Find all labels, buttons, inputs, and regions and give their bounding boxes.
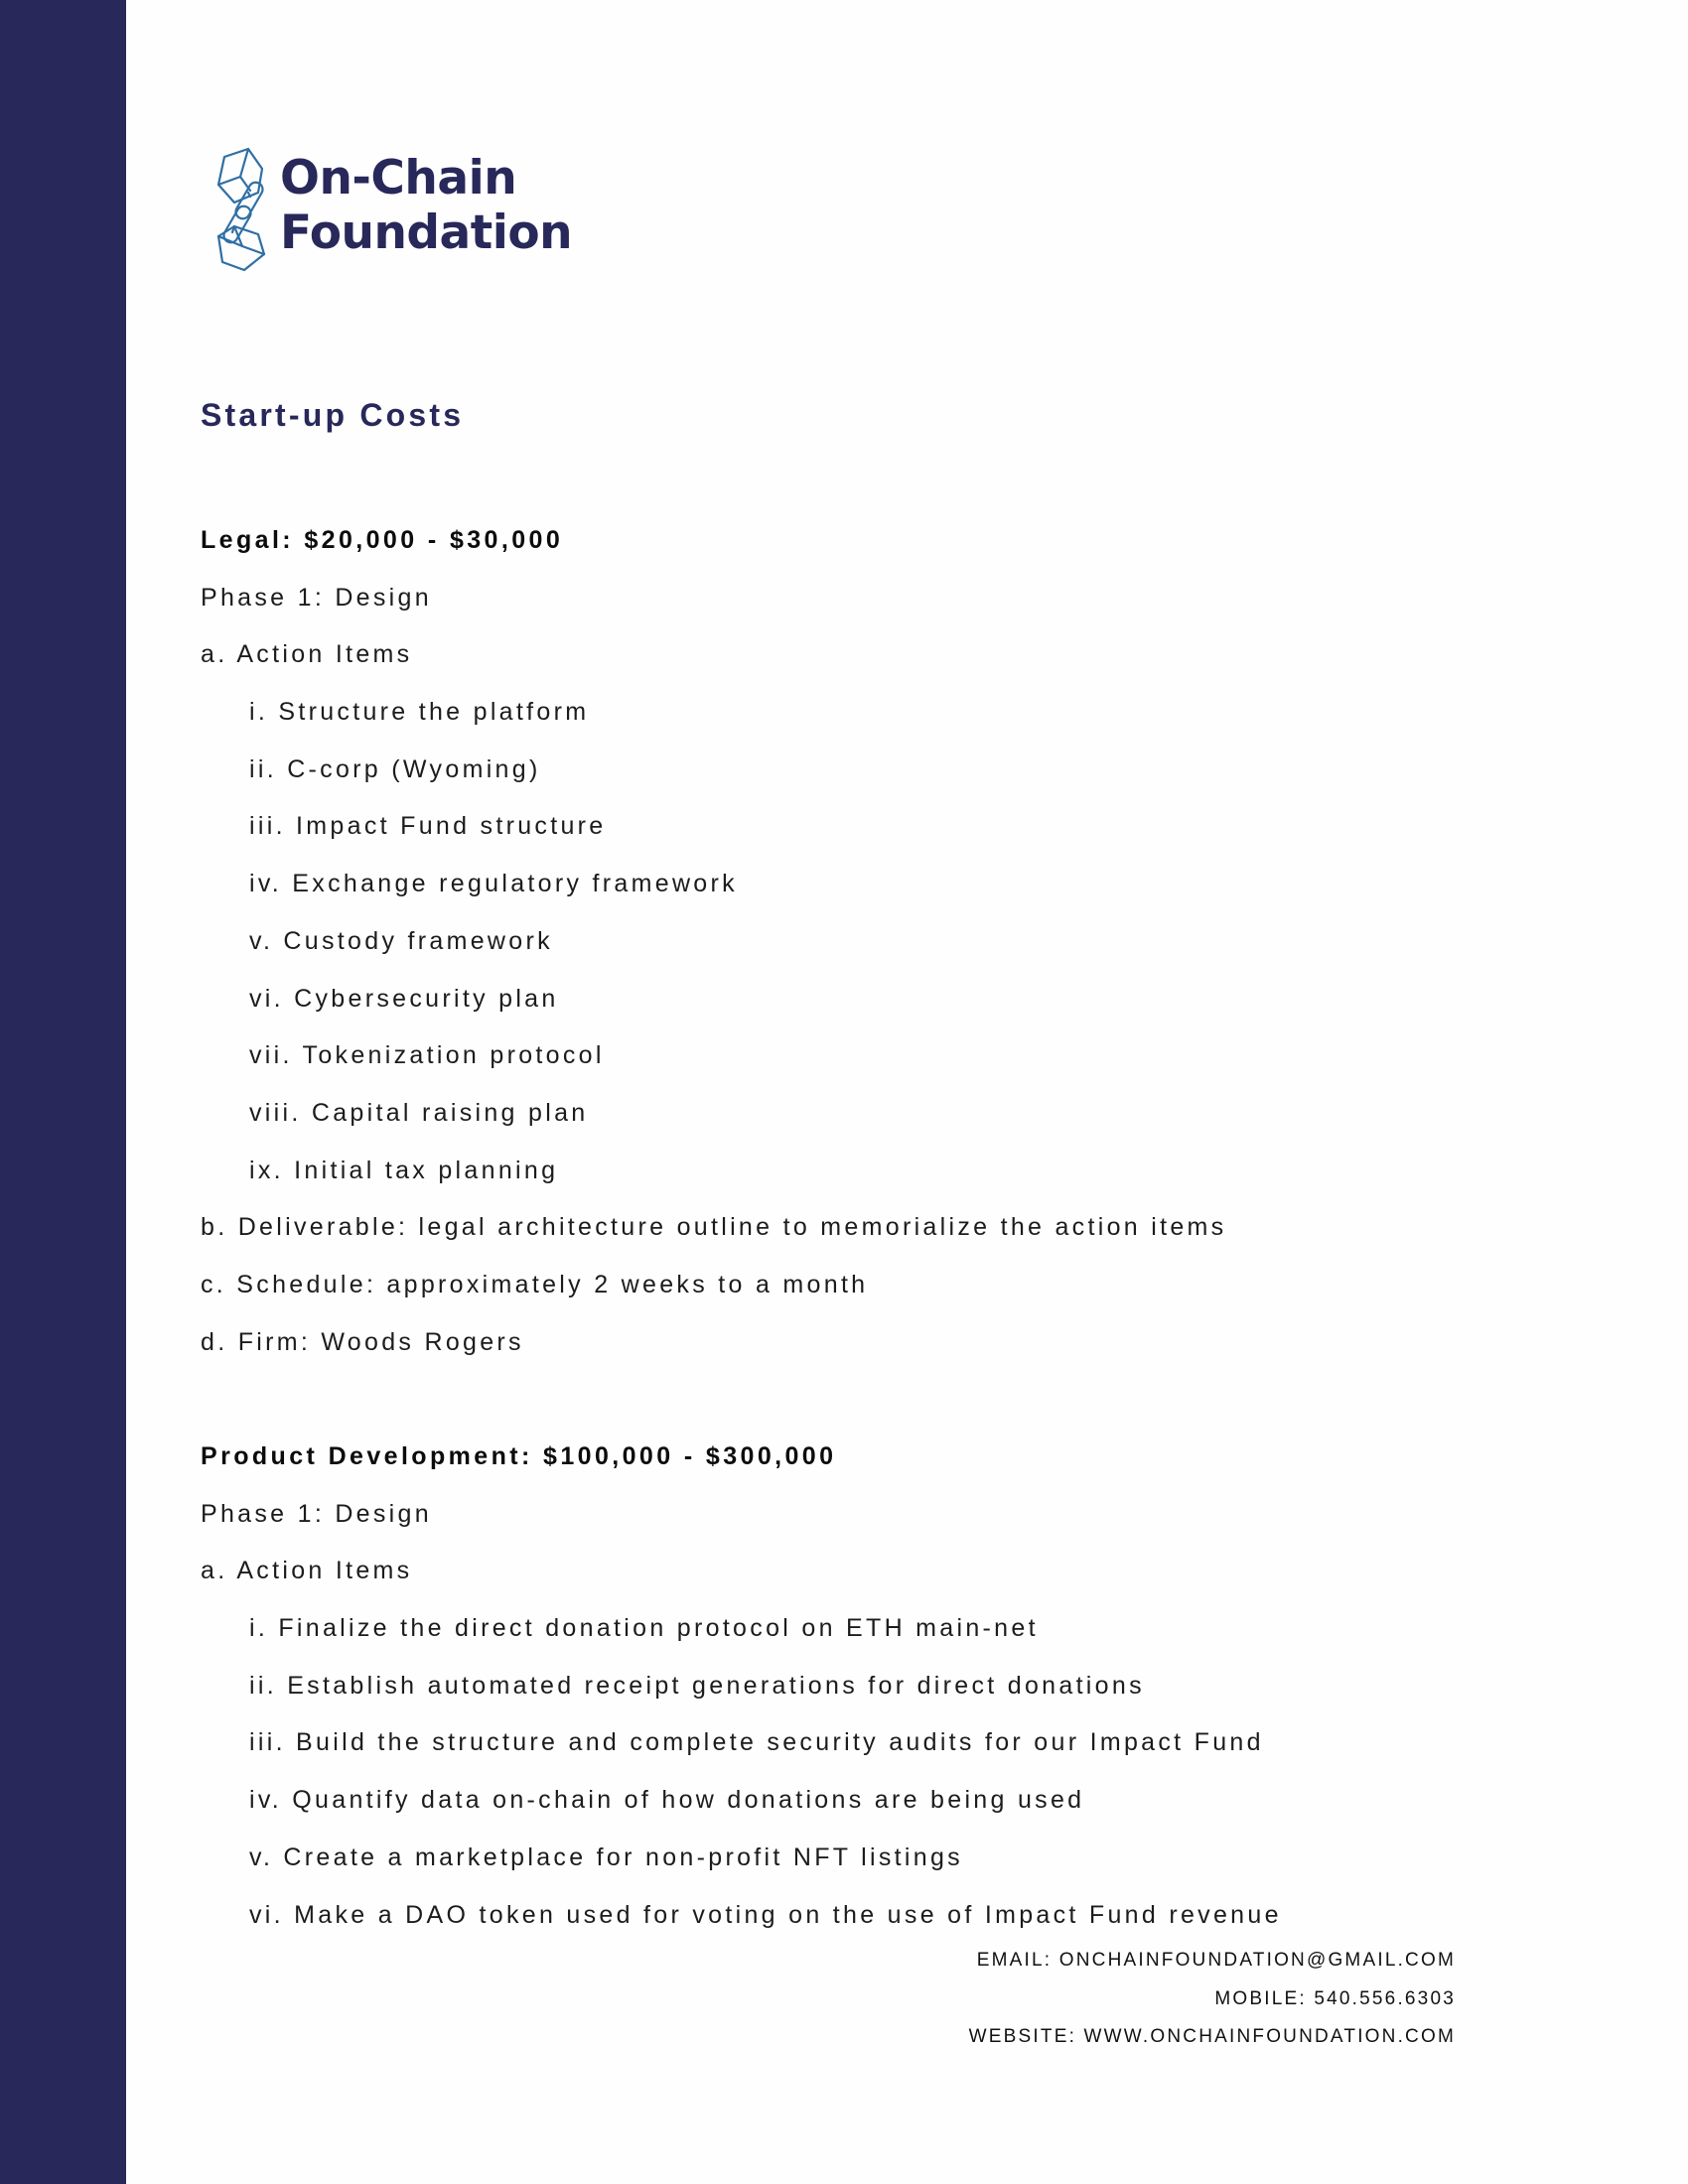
action-item: viii. Capital raising plan (249, 1098, 589, 1127)
contact-email[interactable]: EMAIL: ONCHAINFOUNDATION@GMAIL.COM (976, 1950, 1456, 1971)
legal-section (201, 512, 1541, 1371)
action-items-label: a. Action Items (201, 1557, 413, 1585)
schedule-line: c. Schedule: approximately 2 weeks to a month (201, 1270, 869, 1298)
action-item: vi. Make a DAO token used for voting on the use of Impact Fund revenue (249, 1900, 1282, 1929)
action-item: ii. Establish automated receipt generations for direct donations (249, 1671, 1145, 1700)
action-item: vi. Cybersecurity plan (249, 984, 559, 1013)
logo (214, 147, 572, 272)
sidebar-band (0, 0, 126, 2184)
action-item: iv. Exchange regulatory framework (249, 870, 738, 898)
contact-info (969, 1942, 1456, 2057)
section-heading: Legal: $20,000 - $30,000 (201, 526, 564, 554)
action-item: i. Finalize the direct donation protocol on ETH main-net (249, 1614, 1039, 1643)
section-heading: Product Development: $100,000 - $300,000 (201, 1442, 837, 1470)
section-spacer (201, 1371, 1541, 1429)
product-development-section (201, 1429, 1541, 1944)
contact-mobile[interactable]: MOBILE: 540.556.6303 (1214, 1987, 1456, 2009)
brand-name (280, 151, 572, 260)
content (201, 512, 1541, 1944)
deliverable-line: b. Deliverable: legal architecture outline to memorialize the action items (201, 1213, 1227, 1242)
action-item: iii. Build the structure and complete security audits for our Impact Fund (249, 1728, 1264, 1757)
brand-name-line2: Foundation (280, 205, 573, 260)
action-item: i. Structure the platform (249, 698, 590, 727)
action-items-label: a. Action Items (201, 640, 413, 669)
action-item: iii. Impact Fund structure (249, 812, 607, 841)
action-item: v. Create a marketplace for non-profit NFT listings (249, 1843, 963, 1871)
action-item: ii. C-corp (Wyoming) (249, 754, 541, 783)
brand-name-line1: On-Chain (280, 151, 517, 205)
firm-line: d. Firm: Woods Rogers (201, 1327, 524, 1356)
action-item: ix. Initial tax planning (249, 1156, 559, 1184)
action-item: vii. Tokenization protocol (249, 1041, 605, 1070)
action-item: v. Custody framework (249, 926, 553, 955)
action-item: iv. Quantify data on-chain of how donations are being used (249, 1786, 1085, 1815)
contact-website[interactable]: WEBSITE: WWW.ONCHAINFOUNDATION.COM (968, 2026, 1456, 2047)
page-title: Start-up Costs (201, 397, 465, 433)
chain-link-cubes-icon (214, 147, 274, 272)
phase-label: Phase 1: Design (201, 1499, 432, 1528)
phase-label: Phase 1: Design (201, 583, 432, 612)
